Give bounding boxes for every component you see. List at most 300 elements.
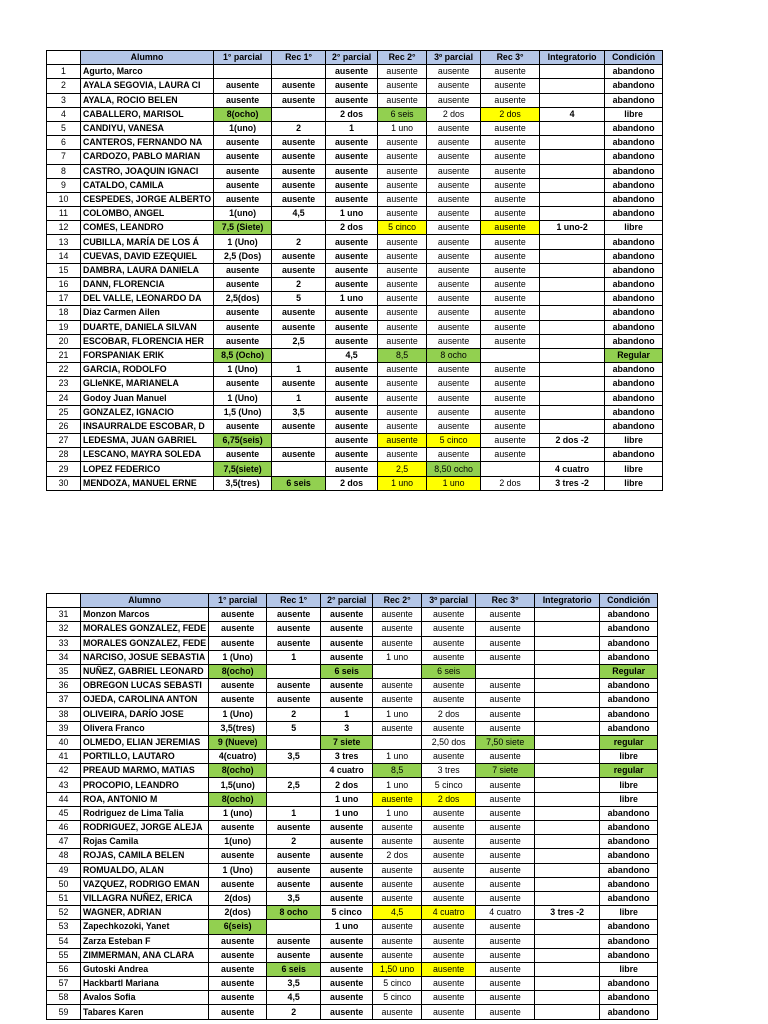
column-header: Rec 2° [373, 594, 422, 608]
parcial-1-cell: 4(cuatro) [209, 750, 267, 764]
parcial-2-cell: 6 seis [321, 664, 373, 678]
column-header: 2° parcial [321, 594, 373, 608]
table-row [47, 107, 663, 121]
parcial-1-cell: ausente [209, 636, 267, 650]
integratorio-cell [535, 622, 600, 636]
parcial-3-cell: ausente [427, 363, 481, 377]
student-name-cell: CASTRO, JOAQUIN IGNACI [81, 164, 214, 178]
rec-2-cell: ausente [378, 320, 427, 334]
rec-2-cell: ausente [378, 136, 427, 150]
parcial-3-cell: ausente [427, 249, 481, 263]
rec-3-cell: ausente [476, 891, 535, 905]
parcial-3-cell: ausente [427, 192, 481, 206]
parcial-3-cell: ausente [427, 164, 481, 178]
row-number-cell: 53 [47, 920, 81, 934]
row-number-cell: 44 [47, 792, 81, 806]
parcial-1-cell: 2(dos) [209, 906, 267, 920]
rec-1-cell [272, 462, 326, 476]
table-row [47, 164, 663, 178]
rec-2-cell: ausente [378, 93, 427, 107]
parcial-1-cell: ausente [209, 679, 267, 693]
rec-1-cell: 4,5 [267, 991, 321, 1005]
parcial-3-cell: ausente [427, 448, 481, 462]
row-number-cell: 19 [47, 320, 81, 334]
parcial-1-cell: ausente [209, 608, 267, 622]
rec-3-cell: ausente [476, 750, 535, 764]
parcial-1-cell: 1,5 (Uno) [214, 405, 272, 419]
parcial-3-cell: ausente [422, 962, 476, 976]
rec-3-cell: ausente [476, 835, 535, 849]
row-number-cell: 28 [47, 448, 81, 462]
student-name-cell: Zapechkozoki, Yanet [81, 920, 209, 934]
table-row [47, 65, 663, 79]
row-number-cell: 29 [47, 462, 81, 476]
rec-3-cell: ausente [481, 192, 540, 206]
rec-1-cell: ausente [267, 679, 321, 693]
condicion-cell: abandono [605, 121, 663, 135]
parcial-2-cell: ausente [321, 863, 373, 877]
rec-2-cell: ausente [373, 934, 422, 948]
row-number-cell: 14 [47, 249, 81, 263]
rec-3-cell: ausente [476, 679, 535, 693]
parcial-2-cell: ausente [326, 235, 378, 249]
student-name-cell: Monzon Marcos [81, 608, 209, 622]
integratorio-cell [535, 721, 600, 735]
rec-2-cell: ausente [373, 1005, 422, 1019]
rec-3-cell: ausente [481, 79, 540, 93]
row-number-cell: 46 [47, 821, 81, 835]
parcial-1-cell: ausente [214, 306, 272, 320]
integratorio-cell [540, 164, 605, 178]
parcial-2-cell: 3 [321, 721, 373, 735]
parcial-1-cell: ausente [209, 849, 267, 863]
table-row [47, 920, 658, 934]
column-header: Rec 1° [272, 51, 326, 65]
rec-3-cell: ausente [481, 363, 540, 377]
parcial-2-cell: ausente [321, 608, 373, 622]
parcial-3-cell: ausente [427, 178, 481, 192]
condicion-cell: libre [605, 434, 663, 448]
rec-3-cell: ausente [476, 707, 535, 721]
row-number-cell: 23 [47, 377, 81, 391]
parcial-2-cell: ausente [326, 377, 378, 391]
rec-1-cell: ausente [272, 192, 326, 206]
parcial-1-cell [214, 65, 272, 79]
student-name-cell: Tabares Karen [81, 1005, 209, 1019]
table-row [47, 750, 658, 764]
rec-3-cell: ausente [481, 263, 540, 277]
rec-2-cell: ausente [378, 192, 427, 206]
rec-1-cell [267, 664, 321, 678]
condicion-cell: libre [605, 462, 663, 476]
student-name-cell: CARDOZO, PABLO MARIAN [81, 150, 214, 164]
integratorio-cell [535, 835, 600, 849]
parcial-2-cell: ausente [321, 991, 373, 1005]
integratorio-cell [535, 778, 600, 792]
row-number-cell: 48 [47, 849, 81, 863]
condicion-cell: abandono [600, 679, 658, 693]
row-number-cell: 38 [47, 707, 81, 721]
column-header [47, 594, 81, 608]
table-row [47, 136, 663, 150]
rec-1-cell: 6 seis [272, 476, 326, 490]
integratorio-cell [535, 735, 600, 749]
table-row [47, 991, 658, 1005]
rec-2-cell: ausente [378, 65, 427, 79]
table-row [47, 462, 663, 476]
parcial-3-cell: ausente [427, 207, 481, 221]
rec-2-cell: ausente [373, 821, 422, 835]
rec-3-cell: ausente [481, 278, 540, 292]
integratorio-cell [540, 348, 605, 362]
parcial-2-cell: ausente [326, 249, 378, 263]
parcial-3-cell: ausente [427, 93, 481, 107]
rec-3-cell: ausente [481, 221, 540, 235]
rec-2-cell: ausente [378, 434, 427, 448]
table-row [47, 249, 663, 263]
parcial-2-cell: 2 dos [326, 107, 378, 121]
parcial-1-cell: ausente [214, 377, 272, 391]
student-name-cell: GLIeNKE, MARIANELA [81, 377, 214, 391]
integratorio-cell: 4 [540, 107, 605, 121]
rec-1-cell: 2,5 [272, 334, 326, 348]
condicion-cell: abandono [605, 93, 663, 107]
parcial-1-cell: 1(uno) [209, 835, 267, 849]
student-name-cell: INSAURRALDE ESCOBAR, D [81, 419, 214, 433]
rec-3-cell: ausente [476, 977, 535, 991]
rec-1-cell [267, 764, 321, 778]
parcial-3-cell: 2 dos [427, 107, 481, 121]
student-name-cell: Hackbartl Mariana [81, 977, 209, 991]
table-row [47, 707, 658, 721]
row-number-cell: 41 [47, 750, 81, 764]
parcial-1-cell: 8(ocho) [209, 764, 267, 778]
parcial-1-cell: ausente [209, 991, 267, 1005]
table-2-body [47, 594, 658, 1020]
rec-2-cell: ausente [378, 419, 427, 433]
parcial-2-cell: 5 cinco [321, 906, 373, 920]
integratorio-cell [535, 877, 600, 891]
integratorio-cell [535, 863, 600, 877]
student-name-cell: DAMBRA, LAURA DANIELA [81, 263, 214, 277]
parcial-3-cell: ausente [422, 891, 476, 905]
rec-3-cell: ausente [476, 877, 535, 891]
condicion-cell: abandono [605, 178, 663, 192]
integratorio-cell [535, 806, 600, 820]
rec-1-cell: 2,5 [267, 778, 321, 792]
rec-3-cell: ausente [476, 778, 535, 792]
parcial-3-cell: ausente [422, 636, 476, 650]
table-row [47, 792, 658, 806]
student-name-cell: Olivera Franco [81, 721, 209, 735]
parcial-2-cell: 1 uno [326, 207, 378, 221]
row-number-cell: 45 [47, 806, 81, 820]
rec-1-cell: 1 [267, 650, 321, 664]
parcial-2-cell: ausente [321, 693, 373, 707]
rec-3-cell: 2 dos [481, 476, 540, 490]
parcial-2-cell: ausente [321, 835, 373, 849]
rec-1-cell [267, 735, 321, 749]
table-row [47, 877, 658, 891]
integratorio-cell [535, 636, 600, 650]
rec-2-cell: 6 seis [378, 107, 427, 121]
rec-1-cell: 2 [272, 121, 326, 135]
parcial-1-cell: ausente [214, 448, 272, 462]
parcial-1-cell: ausente [209, 962, 267, 976]
integratorio-cell [540, 419, 605, 433]
parcial-1-cell: ausente [209, 821, 267, 835]
parcial-3-cell: ausente [427, 136, 481, 150]
parcial-1-cell: 1 (uno) [209, 806, 267, 820]
condicion-cell: abandono [600, 920, 658, 934]
student-name-cell: CATALDO, CAMILA [81, 178, 214, 192]
condicion-cell: abandono [605, 263, 663, 277]
parcial-3-cell: ausente [427, 263, 481, 277]
table-row [47, 962, 658, 976]
row-number-cell: 3 [47, 93, 81, 107]
rec-1-cell: ausente [272, 79, 326, 93]
rec-1-cell: ausente [267, 821, 321, 835]
rec-1-cell: ausente [272, 150, 326, 164]
row-number-cell: 50 [47, 877, 81, 891]
rec-3-cell: ausente [476, 849, 535, 863]
parcial-1-cell: 3,5(tres) [209, 721, 267, 735]
rec-2-cell [373, 664, 422, 678]
rec-1-cell [272, 65, 326, 79]
column-header: Rec 3° [481, 51, 540, 65]
table-row [47, 778, 658, 792]
table-row [47, 835, 658, 849]
rec-1-cell: ausente [272, 164, 326, 178]
parcial-2-cell: ausente [326, 192, 378, 206]
condicion-cell: libre [600, 962, 658, 976]
parcial-1-cell: 1 (Uno) [214, 235, 272, 249]
parcial-2-cell: ausente [321, 977, 373, 991]
parcial-1-cell: ausente [214, 79, 272, 93]
table-row [47, 906, 658, 920]
parcial-1-cell: 2(dos) [209, 891, 267, 905]
row-number-cell: 24 [47, 391, 81, 405]
parcial-1-cell: ausente [209, 977, 267, 991]
rec-1-cell: 2 [272, 278, 326, 292]
student-name-cell: VAZQUEZ, RODRIGO EMAN [81, 877, 209, 891]
condicion-cell: libre [600, 792, 658, 806]
parcial-3-cell: ausente [427, 377, 481, 391]
rec-1-cell: ausente [267, 948, 321, 962]
rec-3-cell: 7 siete [476, 764, 535, 778]
rec-2-cell: 1 uno [373, 778, 422, 792]
rec-1-cell: 5 [272, 292, 326, 306]
parcial-1-cell: 1 (Uno) [214, 363, 272, 377]
rec-2-cell: 4,5 [373, 906, 422, 920]
parcial-1-cell: ausente [214, 192, 272, 206]
parcial-2-cell: ausente [326, 405, 378, 419]
parcial-3-cell: ausente [427, 391, 481, 405]
table-row [47, 434, 663, 448]
integratorio-cell: 4 cuatro [540, 462, 605, 476]
parcial-2-cell: ausente [326, 419, 378, 433]
parcial-2-cell: 1 uno [321, 806, 373, 820]
student-name-cell: AYALA SEGOVIA, LAURA CI [81, 79, 214, 93]
integratorio-cell [540, 65, 605, 79]
parcial-2-cell: ausente [326, 278, 378, 292]
rec-2-cell: ausente [378, 391, 427, 405]
parcial-2-cell: ausente [326, 93, 378, 107]
row-number-cell: 17 [47, 292, 81, 306]
rec-3-cell: 4 cuatro [476, 906, 535, 920]
row-number-cell: 47 [47, 835, 81, 849]
condicion-cell: abandono [605, 334, 663, 348]
parcial-2-cell: ausente [321, 934, 373, 948]
row-number-cell: 11 [47, 207, 81, 221]
student-name-cell: Zarza Esteban F [81, 934, 209, 948]
condicion-cell: abandono [600, 707, 658, 721]
rec-1-cell: ausente [267, 693, 321, 707]
rec-2-cell: ausente [373, 721, 422, 735]
condicion-cell: regular [600, 735, 658, 749]
student-name-cell: ZIMMERMAN, ANA CLARA [81, 948, 209, 962]
rec-1-cell: 3,5 [267, 750, 321, 764]
condicion-cell: Regular [600, 664, 658, 678]
parcial-2-cell: 4 cuatro [321, 764, 373, 778]
parcial-1-cell: 1 (Uno) [209, 650, 267, 664]
table-row [47, 292, 663, 306]
table-row [47, 391, 663, 405]
row-number-cell: 22 [47, 363, 81, 377]
row-number-cell: 16 [47, 278, 81, 292]
condicion-cell: abandono [605, 65, 663, 79]
parcial-1-cell: ausente [214, 178, 272, 192]
parcial-2-cell: ausente [321, 679, 373, 693]
parcial-3-cell: ausente [422, 721, 476, 735]
row-number-cell: 1 [47, 65, 81, 79]
rec-2-cell: 5 cinco [373, 991, 422, 1005]
rec-3-cell: ausente [481, 65, 540, 79]
student-name-cell: COLOMBO, ANGEL [81, 207, 214, 221]
parcial-2-cell: ausente [321, 821, 373, 835]
integratorio-cell [535, 792, 600, 806]
parcial-2-cell: ausente [326, 306, 378, 320]
integratorio-cell [535, 664, 600, 678]
row-number-cell: 57 [47, 977, 81, 991]
parcial-2-cell: ausente [326, 150, 378, 164]
row-number-cell: 13 [47, 235, 81, 249]
table-row [47, 93, 663, 107]
rec-2-cell: ausente [378, 306, 427, 320]
rec-3-cell: ausente [476, 948, 535, 962]
student-name-cell: WAGNER, ADRIAN [81, 906, 209, 920]
rec-1-cell [272, 221, 326, 235]
condicion-cell: libre [605, 221, 663, 235]
integratorio-cell [535, 650, 600, 664]
parcial-1-cell: ausente [214, 334, 272, 348]
integratorio-cell [540, 207, 605, 221]
condicion-cell: abandono [605, 192, 663, 206]
parcial-2-cell: ausente [321, 948, 373, 962]
rec-1-cell: 1 [272, 363, 326, 377]
rec-2-cell: ausente [378, 363, 427, 377]
table-row [47, 405, 663, 419]
column-header: Alumno [81, 594, 209, 608]
rec-2-cell: ausente [378, 377, 427, 391]
rec-3-cell: ausente [481, 419, 540, 433]
student-name-cell: NARCISO, JOSUE SEBASTIA [81, 650, 209, 664]
column-header: Rec 2° [378, 51, 427, 65]
condicion-cell: abandono [600, 1005, 658, 1019]
row-number-cell: 49 [47, 863, 81, 877]
parcial-1-cell: 8,5 (Ocho) [214, 348, 272, 362]
parcial-1-cell: 6,75(seis) [214, 434, 272, 448]
rec-3-cell: ausente [481, 164, 540, 178]
integratorio-cell [540, 121, 605, 135]
rec-1-cell: ausente [267, 622, 321, 636]
parcial-1-cell: 8(ocho) [209, 792, 267, 806]
table-row [47, 977, 658, 991]
row-number-cell: 34 [47, 650, 81, 664]
parcial-3-cell: ausente [422, 920, 476, 934]
rec-1-cell: 5 [267, 721, 321, 735]
table-row [47, 207, 663, 221]
condicion-cell: abandono [600, 806, 658, 820]
parcial-1-cell: 9 (Nueve) [209, 735, 267, 749]
rec-1-cell: ausente [272, 377, 326, 391]
rec-1-cell: ausente [272, 448, 326, 462]
parcial-2-cell: ausente [321, 962, 373, 976]
rec-1-cell: ausente [272, 320, 326, 334]
student-name-cell: ROJAS, CAMILA BELEN [81, 849, 209, 863]
rec-2-cell: ausente [373, 863, 422, 877]
integratorio-cell [535, 679, 600, 693]
table-row [47, 636, 658, 650]
rec-2-cell: 5 cinco [378, 221, 427, 235]
table-row [47, 608, 658, 622]
condicion-cell: abandono [605, 419, 663, 433]
rec-3-cell: ausente [481, 448, 540, 462]
column-header: 2° parcial [326, 51, 378, 65]
rec-3-cell: ausente [476, 806, 535, 820]
integratorio-cell [535, 920, 600, 934]
parcial-1-cell: ausente [214, 419, 272, 433]
rec-1-cell: ausente [267, 877, 321, 891]
integratorio-cell [535, 977, 600, 991]
parcial-2-cell: 4,5 [326, 348, 378, 362]
row-number-cell: 42 [47, 764, 81, 778]
condicion-cell: Regular [605, 348, 663, 362]
parcial-3-cell: 5 cinco [427, 434, 481, 448]
parcial-3-cell: ausente [422, 948, 476, 962]
parcial-2-cell: 7 siete [321, 735, 373, 749]
row-number-cell: 12 [47, 221, 81, 235]
rec-3-cell: ausente [481, 434, 540, 448]
parcial-1-cell: 2,5 (Dos) [214, 249, 272, 263]
condicion-cell: abandono [605, 448, 663, 462]
rec-2-cell: ausente [378, 164, 427, 178]
parcial-3-cell: ausente [427, 292, 481, 306]
student-name-cell: MORALES GONZALEZ, FEDE [81, 622, 209, 636]
parcial-3-cell: 2 dos [422, 707, 476, 721]
parcial-3-cell: 4 cuatro [422, 906, 476, 920]
rec-1-cell: 1 [272, 391, 326, 405]
parcial-2-cell: ausente [321, 1005, 373, 1019]
rec-3-cell: ausente [481, 136, 540, 150]
condicion-cell: libre [600, 778, 658, 792]
rec-3-cell [481, 348, 540, 362]
row-number-cell: 5 [47, 121, 81, 135]
rec-3-cell [481, 462, 540, 476]
integratorio-cell [540, 448, 605, 462]
row-number-cell: 31 [47, 608, 81, 622]
condicion-cell: abandono [605, 292, 663, 306]
